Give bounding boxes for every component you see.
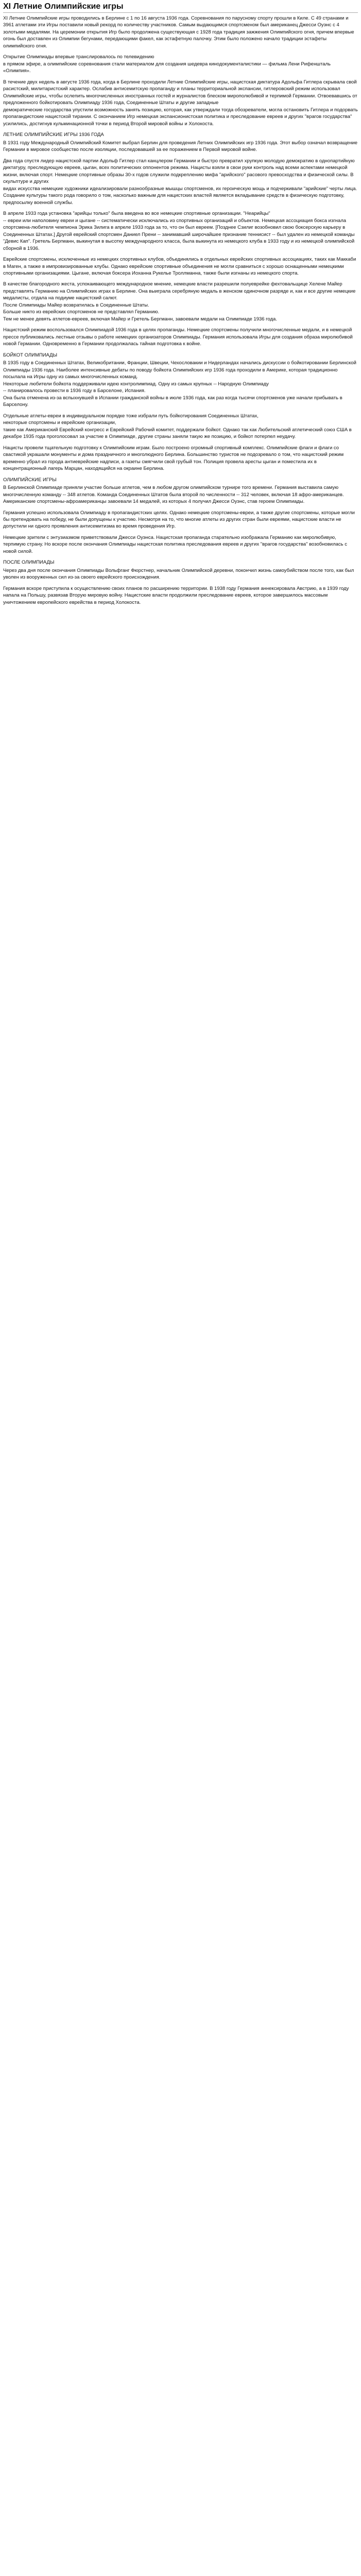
section-heading: БОЙКОТ ОЛИМПИАДЫ <box>3 352 58 358</box>
article-page <box>0 0 361 615</box>
section-heading: ЛЕТНИЕ ОЛИМПИЙСКИЕ ИГРЫ 1936 ГОДА <box>3 132 104 138</box>
article-body <box>3 15 358 606</box>
article-paragraph: В 1935 году в Соединенных Штатах, Великобритании, Франции, Швеции, Чехословакии и Нидерландах начались дискуссии о бойкотировании Берлинской Олимпиады 1936 года. Наиболее интенсивные дебаты по поводу бойкота Олимпийских игр 1936 года проходили в Америке, которая традиционно посылала на Игры одну из самых многочисленных команд. Некоторые любители бойкота поддерживали идею контролимпиад. Одну из самых крупных -- Народную Олимпиаду -- планировалось провести в 1936 году в Барселоне, Испания. Она была отменена из-за вспыхнувшей в Испании гражданской войны в июле 1936 года, как раз когда тысячи спортсменов уже начали прибывать в Барселону. <box>3 360 356 408</box>
article-paragraph: Два года спустя лидер нацистской партии Адольф Гитлер стал канцлером Германии и быстро превратил хрупкую молодую демократию в однопартийную диктатуру, преследующую евреев, цыган, всех политических оппонентов режима. Нацисты взяли в свои руки контроль над всеми аспектами немецкой жизни, включая спорт. Немецкие спортивные образы 30-х годов служили подкреплению мифа "арийского" расового превосходства и физической силы. В скульптуре и других видах искусства немецкие художники идеализировали разнообразные мышцы спортсменов, их героическую мощь и подчеркивали "арийские" черты лица. Создание культуры такого рода говорило о том, насколько важным для нацистских властей является вкладывание средств в физическую подготовку, предпосылку военной службы. <box>3 158 357 206</box>
article-paragraph: В апреле 1933 года установка "арийцы только" была введена во все немецкие спортивные организации. "Неарийцы" -- евреи или наполовину евреи и цыгане -- систематически исключались из спортивных организаций и объектов. Немецкая ассоциация бокса изгнала спортсмена-любителя чемпиона Эрика Зилига в апреле 1933 года за то, что он был евреем. [Позднее Сзилиг возобновил свою боксерскую карьеру в Соединенных Штатах.] Другой еврейский спортсмен Даниел Прени -- занимавший широчайшее признание теннисист -- был удален из немецкой команды "Девис Кап". Гретель Бергманн, выкинутая в высотку международного класса, была выкинута из немецкого клуба в 1933 году и из немецкой олимпийской сборной в 1936. <box>3 211 355 251</box>
article-paragraph: Нацистский режим воспользовался Олимпиадой 1936 года в целях пропаганды. Немецкие спортсмены получили многочисленные медали, и в немецкой прессе публиковались лестные отзывы о работе немецких организаторов Олимпиады. Германия использовала Игры для создания образа миролюбивой новой Германии. Одновременно в Германии продолжалась тайная подготовка к войне. <box>3 327 353 347</box>
article-paragraph: Германия успешно использовала Олимпиаду в пропагандистских целях. Однако немецкие спортсмены-евреи, а также другие спортсмены, которые могли бы претендовать на победу, не были допущены к участию. Несмотря на то, что многие атлеты из других стран были евреями, нацистские власти не допустили ни одного проявления антисемитизма во время проведения Игр. <box>3 510 355 530</box>
article-paragraph: XI Летние Олимпийские игры проводились в Берлине с 1 по 16 августа 1936 года. Соревнования по парусному спорту прошли в Киле. С 49 странами и 3961 атлетами эти Игры поставили новый рекорд по количеству участников. Самым выдающимся спортсменом был американец Джесси Оуэнс с 4 золотыми медалями. На церемонии открытия Игр было продолжена существующая с 1928 года традиция зажжения Олимпийского огня, причем впервые огонь был доставлен из Олимпии бегунами, передающими факел, как эстафетную палочку. Этим было положено начало традиции эстафеты олимпийского огня. <box>3 15 354 49</box>
article-paragraph: Через два дня после окончания Олимпиады Вольфганг Фюрстнер, начальник Олимпийской деревни, покончил жизнь самоубийством после того, как был уволен из вооруженных сил из-за своего еврейского происхождения. <box>3 567 354 581</box>
article-paragraph: В Берлинской Олимпиаде приняли участие больше атлетов, чем в любом другом олимпийском турнире того времени. Германия выставила самую многочисленную команду -- 348 атлетов. Команда Соединенных Штатов была второй по численности -- 312 человек, включая 18 афро-американцев. Американские спортсмены-афроамериканцы завоевали 14 медалей, из которых 4 получил Джесси Оуэнс, став героем Олимпиады. <box>3 485 344 505</box>
article-paragraph: Отдельные атлеты-евреи в индивидуальном порядке тоже избрали путь бойкотирования Соединенных Штатах, некоторые спортсмены и еврейские организации, такие как Американский Еврейский конгресс и Еврейский Рабочий комитет, поддержали бойкот. Однако так как Любительский атлетический союз США в декабре 1935 года проголосовал за участие в Олимпиаде, другие страны заняли такую же позицию, и бойкот потерпел неудачу. <box>3 413 352 440</box>
article-paragraph: Германия вскоре приступила к осуществлению своих планов по расширению территории. В 1938 году Германия аннексировала Австрию, а в 1939 году напала на Польшу, развязав Вторую мировую войну. Нацистские власти продолжили преследование евреев, которое завершилось массовым уничтожением европейского еврейства в период Холокоста. <box>3 585 349 605</box>
section-heading: ПОСЛЕ ОЛИМПИАДЫ <box>3 560 55 566</box>
section-heading: ОЛИМПИЙСКИЕ ИГРЫ <box>3 477 57 483</box>
article-paragraph: Открытие Олимпиады впервые транслировалось по телевидению в прямом эфире, а олимпийские соревнования стали материалом для создания шедевра кинодокументалистики — фильма Лени Рифеншталь «Олимпия». <box>3 54 331 74</box>
article-paragraph: В 1931 году Международный Олимпийский Комитет выбрал Берлин для проведения Летних Олимпийских игр 1936 года. Этот выбор означал возвращение Германии в мировое сообщество после изоляции, последовавшей за ее поражением в Первой мировой войне. <box>3 140 358 153</box>
article-paragraph: В качестве благородного жеста, успокаивающего международное мнение, немецкие власти разрешили полуеврейке фехтовальщице Хелене Майер представлять Германию на Олимпийских играх в Берлине. Она выиграла серебряную медаль в женском одиночном разряде и, как и все другие немецкие медалисты, отдала на подиуме нацистский салют. После Олимпиады Майер возвратилась в Соединенные Штаты. Больше никто из еврейских спортсменов не представлял Германию. Тем не менее девять атлетов-евреев, включая Майер и Гретель Бергманн, завоевали медали на Олимпиаде 1936 года. <box>3 281 356 322</box>
article-paragraph: Нацисты провели тщательную подготовку к Олимпийским играм. Было построено огромный спортивный комплекс. Олимпийские флаги и флаги со свастикой украшали монументы и дома праздничного и многолюдного Берлина. Большинство туристов не подозревало о том, что нацистский режим временно убрал из города антиеврейские надписи, а газеты смягчили свой грубый тон. Полиция провела аресты цыган и поместила их в концентрационный лагерь Марцан, находящийся на окраине Берлина. <box>3 445 344 472</box>
article-paragraph: В течение двух недель в августе 1936 года, когда в Берлине проходили Летние Олимпийские игры, нацистская диктатура Адольфа Гитлера скрывала свой расистский, милитаристский характер. Ослабив антисемитскую пропаганду и планы территориальной экспансии, гитлеровский режим использовал Олимпийские игры, чтобы ослепить многочисленных иностранных гостей и журналистов блеском мирополюбивой и терпимой Германии. Отвоевавшись от предложенного бойкотировать Олимпиаду 1936 года, Соединенные Штаты и другие западные демократические государства упустили возможность занять позицию, которая, как утверждали тогда обозреватели, могла остановить Гитлера и подорвать пропагандистские нацистской тирании. С окончанием Игр немецкая экспансионистская политика и преследование евреев и других "врагов государства" усилились, достигнув кульминационной точки в период Второй мировой войны и Холокоста. <box>3 79 358 127</box>
article-paragraph: Немецкие зрители с энтузиазмом приветствовали Джесси Оуэнса. Нацистская пропаганда старательно изображала Германию как миролюбивую, терпимую страну. Но вскоре после окончания Олимпиады нацистская политика преследования евреев и других "врагов государства" возобновилась с новой силой. <box>3 534 347 554</box>
article-title: XI Летние Олимпийские игры <box>3 2 358 13</box>
article-paragraph: Еврейские спортсмены, исключенные из немецких спортивных клубов, объединялись в отдельных еврейских спортивных ассоциациях, таких как Маккаби в Маген, а также в импровизированные клубы. Однако еврейские спортивные объединения не могли сравниться с хорошо оснащенными немецкими спортивными организациями. Цыгане, включая боксера Иоханна Рукелье Троллманна, также были изгнаны из немецкого спорта. <box>3 257 356 276</box>
